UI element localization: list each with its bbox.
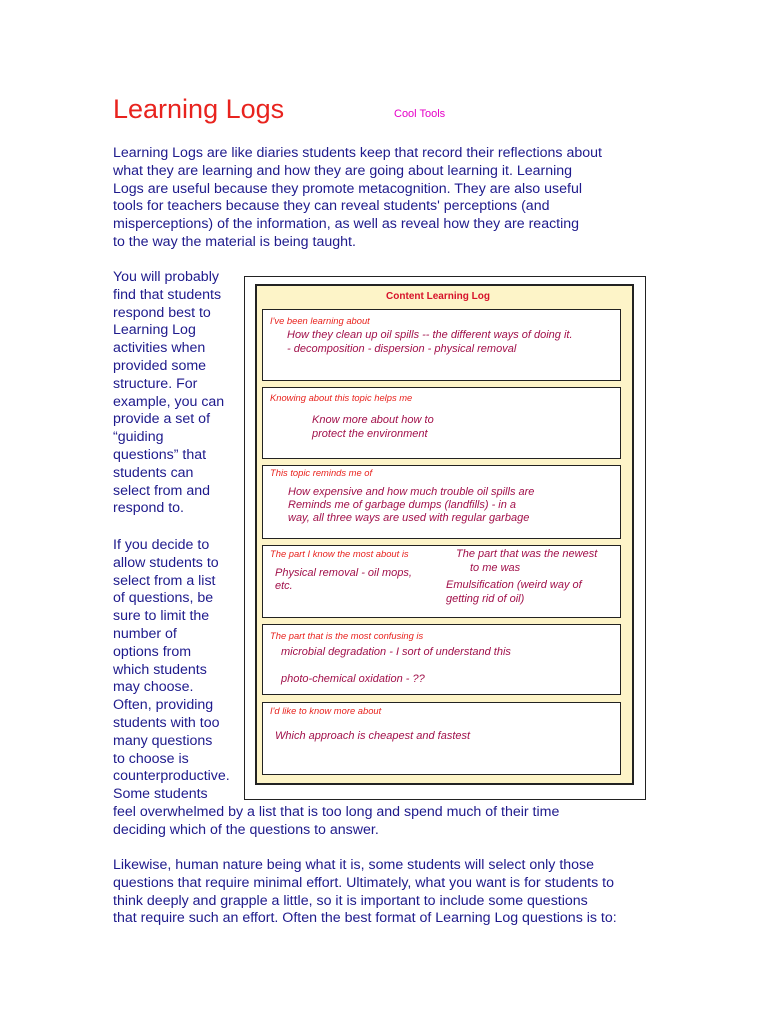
text-line: provide a set of <box>113 411 211 428</box>
text-line: Some students <box>113 786 208 803</box>
text-line: which students <box>113 661 207 678</box>
section-answer: protect the environment <box>312 428 428 440</box>
text-line: deciding which of the questions to answer. <box>113 821 379 838</box>
text-line: students can <box>113 464 194 481</box>
section-answer: Physical removal - oil mops, <box>275 567 412 579</box>
text-line: students with too <box>113 715 220 731</box>
section-answer: Reminds me of garbage dumps (landfills) - in a <box>288 499 517 511</box>
text-line: tools for teachers because they can reveal students' perceptions (and <box>113 198 550 215</box>
section-answer: microbial degradation - I sort of understand this <box>281 646 511 658</box>
text-line: options from <box>113 643 192 660</box>
section-label-secondary: to me was <box>470 562 521 574</box>
text-line: Learning Log <box>113 322 196 339</box>
text-line: select from a list <box>113 572 216 589</box>
text-line: of questions, be <box>113 590 214 607</box>
text-line: respond best to <box>113 304 211 321</box>
section-answer: photo-chemical oxidation - ?? <box>281 673 425 685</box>
page-title: Learning Logs <box>113 94 285 124</box>
section-label: The part I know the most about is <box>270 548 409 559</box>
text-line: counterproductive. <box>113 768 230 785</box>
text-line: number of <box>113 626 177 642</box>
text-line: activities when <box>113 340 206 357</box>
text-line: to choose is <box>113 750 189 767</box>
text-line: questions that require minimal effort. Ultimately, what you want is for students to <box>113 874 614 891</box>
text-line: respond to. <box>113 500 184 517</box>
section-answer: way, all three ways are used with regular garbage <box>288 512 530 524</box>
section-label: This topic reminds me of <box>270 467 373 478</box>
text-line: If you decide to <box>113 537 210 553</box>
section-label: Knowing about this topic helps me <box>270 392 413 403</box>
section-answer: Know more about how to <box>312 414 434 426</box>
text-line: sure to limit the <box>113 608 210 625</box>
text-line: may choose. <box>113 679 194 696</box>
section-answer: Which approach is cheapest and fastest <box>275 730 471 742</box>
text-line: questions” that <box>113 447 207 463</box>
section-answer: How they clean up oil spills -- the different ways of doing it. <box>287 329 573 341</box>
text-line: Often, providing <box>113 697 214 714</box>
text-line: think deeply and grapple a little, so it is important to include some questions <box>113 892 588 909</box>
text-line: Logs are useful because they promote metacognition. They are also useful <box>113 180 582 197</box>
text-line: misperceptions) of the information, as well as reveal how they are reacting <box>113 216 580 233</box>
section-label-secondary: The part that was the newest <box>456 548 598 560</box>
section-answer: getting rid of oil) <box>446 593 525 605</box>
text-line: provided some <box>113 358 207 374</box>
section-answer: etc. <box>275 580 293 592</box>
text-line: You will probably <box>113 269 219 285</box>
text-line: example, you can <box>113 393 225 410</box>
text-line: what they are learning and how they are going about learning it. Learning <box>113 162 573 179</box>
cool-tools-link[interactable]: Cool Tools <box>394 108 446 120</box>
section-label: I've been learning about <box>270 315 370 326</box>
text-line: allow students to <box>113 554 219 571</box>
text-line: select from and <box>113 482 210 499</box>
text-line: many questions <box>113 732 213 749</box>
section-answer: How expensive and how much trouble oil spills are <box>288 486 535 498</box>
section-answer: Emulsification (weird way of <box>446 579 582 591</box>
text-line: “guiding <box>113 429 164 446</box>
log-title: Content Learning Log <box>386 291 490 302</box>
section-answer: - decomposition - dispersion - physical removal <box>287 343 517 355</box>
text-line: Likewise, human nature being what it is, some students will select only those <box>113 857 595 873</box>
section-label: The part that is the most confusing is <box>270 630 424 641</box>
section-label: I'd like to know more about <box>270 705 382 716</box>
text-line: structure. For <box>113 375 198 392</box>
text-line: Learning Logs are like diaries students keep that record their reflections about <box>113 145 602 161</box>
text-line: feel overwhelmed by a list that is too long and spend much of their time <box>113 804 560 820</box>
text-line: to the way the material is being taught. <box>113 234 356 250</box>
text-line: that require such an effort. Often the best format of Learning Log questions is to: <box>113 910 617 927</box>
text-line: find that students <box>113 286 222 303</box>
